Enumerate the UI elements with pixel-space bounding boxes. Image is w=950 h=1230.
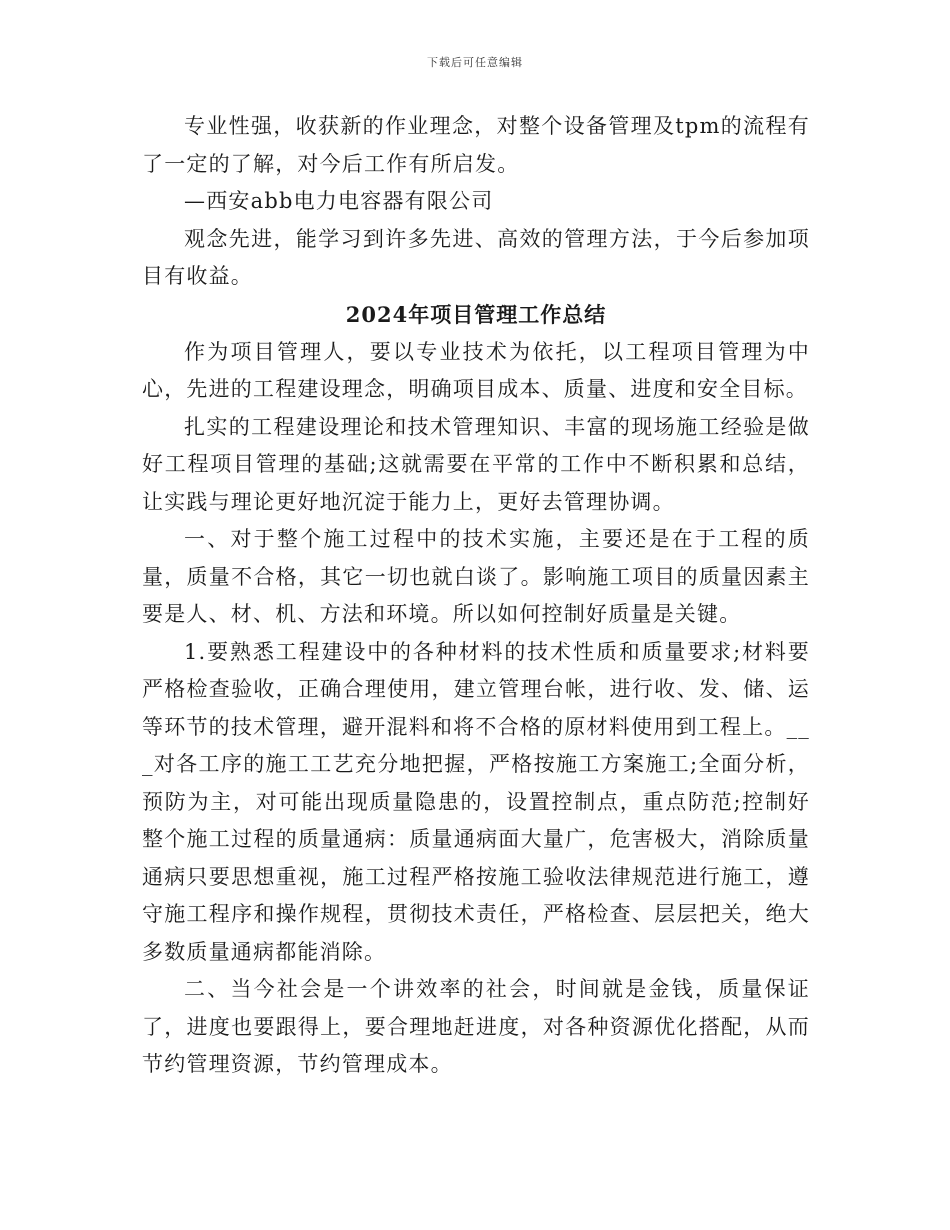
paragraph-company: —西安abb电力电容器有限公司	[184, 189, 494, 213]
header-note: 下载后可任意编辑	[427, 56, 523, 69]
paragraph-body-4: 1.要熟悉工程建设中的各种材料的技术性质和质量要求;材料要严格检查验收，正确合理使用，建立管理台帐，进行收、发、储、运等环节的技术管理，避开混料和将不合格的原材料使用到工程上。___对各工序的施工工艺充分地把握，严格按施工方案施工;全面分析，预防为主，对可能出现质量隐患的，设置控制点，重点防范;控制好整个施工过程的质量通病：质量通病面大量广，危害极大，消除质量通病只要思想重视，施工过程严格按施工验收法律规范进行施工，遵守施工程序和操作规程，贯彻技术责任，严格检查、层层把关，绝大多数质量通病都能消除。	[142, 639, 810, 964]
document-body	[142, 108, 810, 1084]
paragraph-intro-1: 专业性强，收获新的作业理念，对整个设备管理及tpm的流程有了一定的了解，对今后工作有所启发。	[142, 114, 810, 176]
paragraph-body-5: 二、当今社会是一个讲效率的社会，时间就是金钱，质量保证了，进度也要跟得上，要合理地赶进度，对各种资源优化搭配，从而节约管理资源，节约管理成本。	[142, 977, 810, 1076]
document-title: 2024年项目管理工作总结	[345, 301, 607, 327]
paragraph-intro-2: 观念先进，能学习到许多先进、高效的管理方法，于今后参加项目有收益。	[142, 226, 810, 288]
paragraph-body-1: 作为项目管理人，要以专业技术为依托，以工程项目管理为中心，先进的工程建设理念，明确项目成本、质量、进度和安全目标。	[142, 339, 810, 401]
paragraph-body-2: 扎实的工程建设理论和技术管理知识、丰富的现场施工经验是做好工程项目管理的基础;这就需要在平常的工作中不断积累和总结，让实践与理论更好地沉淀于能力上，更好去管理协调。	[142, 414, 810, 514]
paragraph-body-3: 一、对于整个施工过程中的技术实施，主要还是在于工程的质量，质量不合格，其它一切也就白谈了。影响施工项目的质量因素主要是人、材、机、方法和环境。所以如何控制好质量是关键。	[142, 527, 810, 626]
